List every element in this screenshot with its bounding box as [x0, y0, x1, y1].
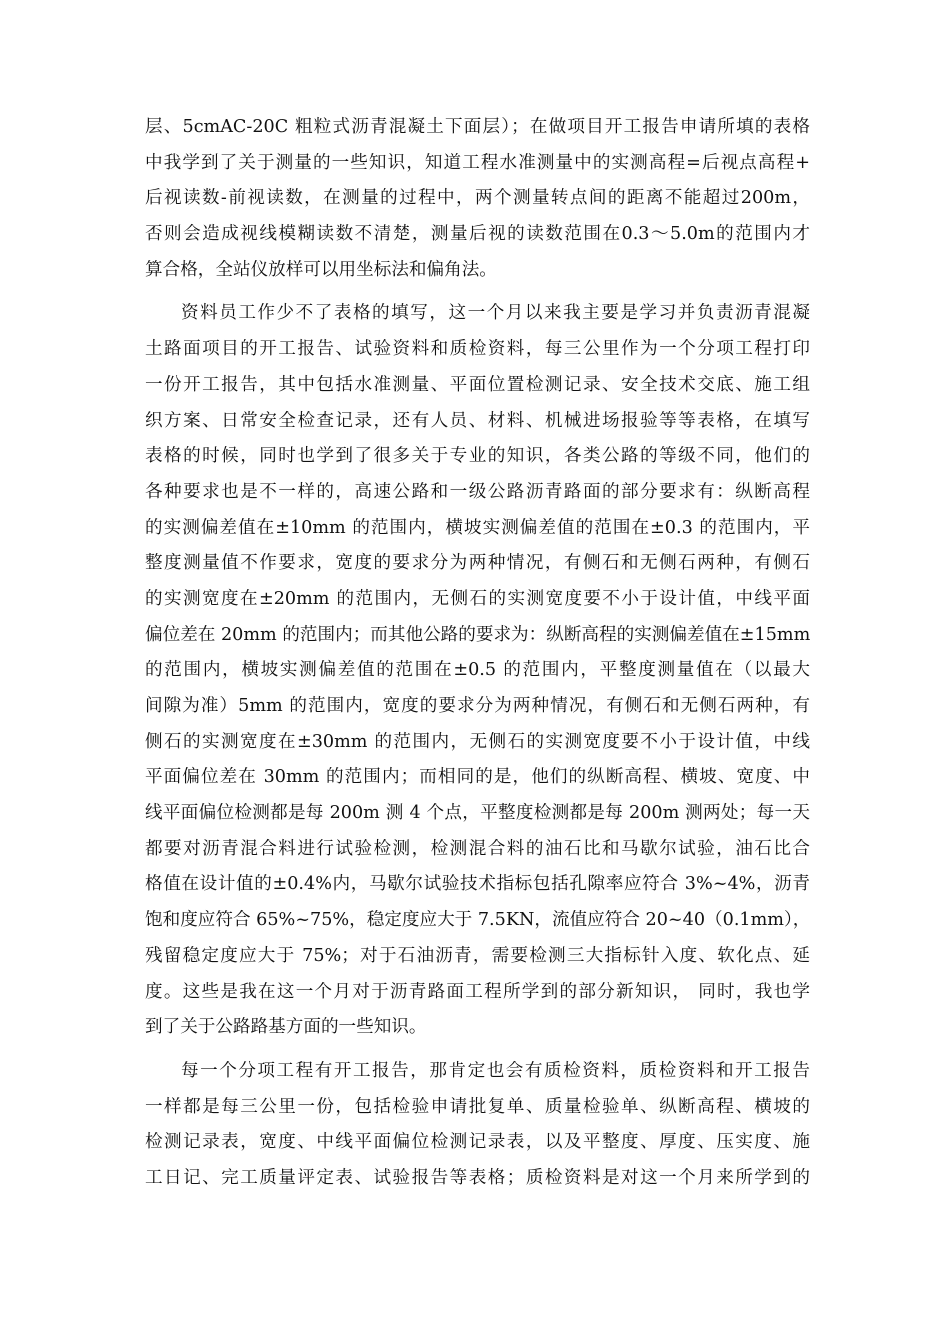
- text-line: 一样都是每三公里一份，包括检验申请批复单、质量检验单、纵断高程、横坡的: [145, 1096, 810, 1117]
- text-line: 一份开工报告，其中包括水准测量、平面位置检测记录、安全技术交底、施工组: [145, 374, 810, 395]
- paragraph-gap: [145, 1046, 810, 1054]
- text-line: 的实测宽度在±20mm 的范围内，无侧石的实测宽度要不小于设计值，中线平面: [145, 588, 810, 609]
- text-line: 算合格，全站仪放样可以用坐标法和偏角法。: [145, 259, 497, 280]
- text-line: 间隙为准）5mm 的范围内，宽度的要求分为两种情况，有侧石和无侧石两种，有: [145, 696, 810, 716]
- text-line: 整度测量值不作要求，宽度的要求分为两种情况，有侧石和无侧石两种，有侧石: [145, 553, 810, 574]
- paragraph-gap: [145, 288, 810, 296]
- text-line: 每一个分项工程有开工报告，那肯定也会有质检资料，质检资料和开工报告: [181, 1060, 810, 1081]
- text-line: 中我学到了关于测量的一些知识，知道工程水准测量中的实测高程=后视点高程+: [145, 152, 810, 173]
- text-line: 残留稳定度应大于 75%；对于石油沥青，需要检测三大指标针入度、软化点、延: [145, 945, 810, 966]
- text-line: 后视读数-前视读数，在测量的过程中，两个测量转点间的距离不能超过200m，: [145, 188, 810, 209]
- text-line: 格值在设计值的±0.4%内，马歇尔试验技术指标包括孔隙率应符合 3%~4%，沥青: [145, 874, 810, 895]
- text-line: 织方案、日常安全检查记录，还有人员、材料、机械进场报验等等表格，在填写: [145, 410, 810, 431]
- text-line: 的实测偏差值在±10mm 的范围内，横坡实测偏差值的范围在±0.3 的范围内，平: [145, 517, 810, 538]
- text-line: 的范围内，横坡实测偏差值的范围在±0.5 的范围内，平整度测量值在（以最大: [145, 660, 810, 681]
- text-line: 线平面偏位检测都是每 200m 测 4 个点，平整度检测都是每 200m 测两处；每一天: [145, 803, 810, 824]
- document-body: [145, 110, 810, 1197]
- text-line: 侧石的实测宽度在±30mm 的范围内，无侧石的实测宽度要不小于设计值，中线: [145, 731, 810, 752]
- text-line: 检测记录表，宽度、中线平面偏位检测记录表，以及平整度、厚度、压实度、施: [145, 1132, 810, 1153]
- text-line: 否则会造成视线模糊读数不清楚，测量后视的读数范围在0.3～5.0m的范围内才: [145, 224, 810, 245]
- text-line: 各种要求也是不一样的，高速公路和一级公路沥青路面的部分要求有：纵断高程: [145, 481, 810, 502]
- text-line: 层、5cmAC-20C 粗粒式沥青混凝土下面层）；在做项目开工报告申请所填的表格: [145, 117, 810, 137]
- text-line: 表格的时候，同时也学到了很多关于专业的知识，各类公路的等级不同，他们的: [145, 446, 810, 467]
- text-line: 到了关于公路路基方面的一些知识。: [145, 1017, 427, 1038]
- text-line: 平面偏位差在 30mm 的范围内；而相同的是，他们的纵断高程、横坡、宽度、中: [145, 767, 810, 788]
- text-line: 偏位差在 20mm 的范围内；而其他公路的要求为：纵断高程的实测偏差值在±15mm: [145, 624, 810, 645]
- text-line: 饱和度应符合 65%~75%，稳定度应大于 7.5KN，流值应符合 20~40（0.1mm），: [145, 910, 810, 931]
- text-line: 都要对沥青混合料进行试验检测，检测混合料的油石比和马歇尔试验，油石比合: [145, 838, 810, 859]
- text-line: 土路面项目的开工报告、试验资料和质检资料，每三公里作为一个分项工程打印: [145, 339, 810, 360]
- text-line: 工日记、完工质量评定表、试验报告等表格；质检资料是对这一个月来所学到的: [145, 1167, 810, 1188]
- text-line: 资料员工作少不了表格的填写，这一个月以来我主要是学习并负责沥青混凝: [181, 303, 810, 324]
- text-line: 度。这些是我在这一个月对于沥青路面工程所学到的部分新知识， 同时，我也学: [145, 981, 810, 1002]
